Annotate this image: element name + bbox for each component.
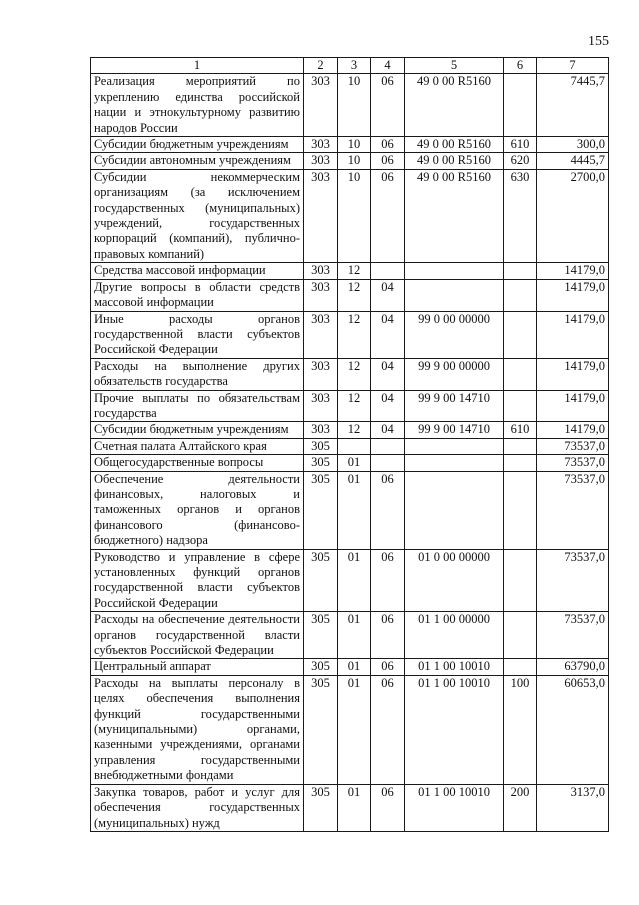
admin-code-cell: 305 — [304, 784, 338, 831]
amount-cell: 73537,0 — [537, 471, 609, 549]
amount-cell: 60653,0 — [537, 675, 609, 784]
expense-name-cell: Реализация мероприятий по укреплению единства российской нации и этнокультурному развитию народов России — [91, 74, 304, 137]
section-code-cell: 12 — [338, 422, 371, 438]
column-header: 1 — [91, 58, 304, 74]
section-code-cell: 01 — [338, 784, 371, 831]
admin-code-cell: 305 — [304, 549, 338, 612]
section-code-cell: 10 — [338, 169, 371, 262]
expense-name-cell: Расходы на обеспечение деятельности органов государственной власти субъектов Российской Федерации — [91, 612, 304, 659]
table-row — [91, 675, 609, 784]
page-number: 155 — [588, 34, 609, 49]
subsection-code-cell: 04 — [371, 311, 405, 358]
expense-name-cell: Субсидии бюджетным учреждениям — [91, 137, 304, 153]
section-code-cell: 10 — [338, 74, 371, 137]
amount-cell: 14179,0 — [537, 279, 609, 311]
admin-code-cell: 305 — [304, 438, 338, 454]
section-code-cell: 01 — [338, 455, 371, 471]
subsection-code-cell: 06 — [371, 549, 405, 612]
admin-code-cell: 303 — [304, 422, 338, 438]
target-article-code-cell: 99 0 00 00000 — [405, 311, 504, 358]
target-article-code-cell: 01 1 00 10010 — [405, 659, 504, 675]
admin-code-cell: 303 — [304, 137, 338, 153]
expense-name-cell: Средства массовой информации — [91, 263, 304, 279]
target-article-code-cell: 49 0 00 R5160 — [405, 153, 504, 169]
table-row — [91, 438, 609, 454]
admin-code-cell: 305 — [304, 455, 338, 471]
amount-cell: 3137,0 — [537, 784, 609, 831]
section-code-cell: 12 — [338, 279, 371, 311]
target-article-code-cell — [405, 471, 504, 549]
subsection-code-cell: 06 — [371, 659, 405, 675]
subsection-code-cell — [371, 455, 405, 471]
target-article-code-cell: 49 0 00 R5160 — [405, 169, 504, 262]
admin-code-cell: 303 — [304, 390, 338, 422]
amount-cell: 73537,0 — [537, 438, 609, 454]
amount-cell: 73537,0 — [537, 549, 609, 612]
table-body — [91, 74, 609, 832]
section-code-cell: 01 — [338, 612, 371, 659]
subsection-code-cell: 04 — [371, 358, 405, 390]
expense-type-code-cell: 620 — [504, 153, 537, 169]
section-code-cell: 10 — [338, 153, 371, 169]
admin-code-cell: 303 — [304, 153, 338, 169]
column-header: 6 — [504, 58, 537, 74]
expense-type-code-cell — [504, 279, 537, 311]
target-article-code-cell: 99 9 00 14710 — [405, 422, 504, 438]
admin-code-cell: 303 — [304, 279, 338, 311]
column-header: 4 — [371, 58, 405, 74]
expense-name-cell: Закупка товаров, работ и услуг для обеспечения государственных (муниципальных) нужд — [91, 784, 304, 831]
section-code-cell: 01 — [338, 659, 371, 675]
amount-cell: 73537,0 — [537, 612, 609, 659]
amount-cell: 63790,0 — [537, 659, 609, 675]
subsection-code-cell: 06 — [371, 153, 405, 169]
expense-name-cell: Общегосударственные вопросы — [91, 455, 304, 471]
admin-code-cell: 305 — [304, 471, 338, 549]
section-code-cell: 10 — [338, 137, 371, 153]
expense-type-code-cell — [504, 549, 537, 612]
expense-type-code-cell: 610 — [504, 422, 537, 438]
expense-name-cell: Иные расходы органов государственной власти субъектов Российской Федерации — [91, 311, 304, 358]
section-code-cell: 12 — [338, 311, 371, 358]
amount-cell: 2700,0 — [537, 169, 609, 262]
expense-type-code-cell: 610 — [504, 137, 537, 153]
amount-cell: 73537,0 — [537, 455, 609, 471]
target-article-code-cell: 01 1 00 00000 — [405, 612, 504, 659]
table-row — [91, 74, 609, 137]
subsection-code-cell — [371, 263, 405, 279]
expense-type-code-cell: 630 — [504, 169, 537, 262]
target-article-code-cell — [405, 263, 504, 279]
expense-type-code-cell: 100 — [504, 675, 537, 784]
target-article-code-cell: 01 0 00 00000 — [405, 549, 504, 612]
subsection-code-cell: 04 — [371, 279, 405, 311]
admin-code-cell: 303 — [304, 74, 338, 137]
section-code-cell: 01 — [338, 675, 371, 784]
header-row — [91, 58, 609, 74]
admin-code-cell: 305 — [304, 612, 338, 659]
table-row — [91, 153, 609, 169]
expense-type-code-cell — [504, 438, 537, 454]
subsection-code-cell: 06 — [371, 675, 405, 784]
amount-cell: 4445,7 — [537, 153, 609, 169]
column-header: 2 — [304, 58, 338, 74]
expense-name-cell: Руководство и управление в сфере установленных функций органов государственной власти субъектов Российской Федерации — [91, 549, 304, 612]
target-article-code-cell: 99 9 00 14710 — [405, 390, 504, 422]
target-article-code-cell: 49 0 00 R5160 — [405, 137, 504, 153]
target-article-code-cell — [405, 279, 504, 311]
target-article-code-cell — [405, 455, 504, 471]
expense-type-code-cell: 200 — [504, 784, 537, 831]
subsection-code-cell: 06 — [371, 137, 405, 153]
target-article-code-cell: 99 9 00 00000 — [405, 358, 504, 390]
table-row — [91, 263, 609, 279]
expense-type-code-cell — [504, 311, 537, 358]
table-row — [91, 784, 609, 831]
section-code-cell: 12 — [338, 390, 371, 422]
admin-code-cell: 303 — [304, 263, 338, 279]
admin-code-cell: 303 — [304, 169, 338, 262]
target-article-code-cell: 49 0 00 R5160 — [405, 74, 504, 137]
subsection-code-cell: 06 — [371, 169, 405, 262]
table-row — [91, 279, 609, 311]
expense-name-cell: Прочие выплаты по обязательствам государства — [91, 390, 304, 422]
subsection-code-cell: 04 — [371, 422, 405, 438]
expense-name-cell: Центральный аппарат — [91, 659, 304, 675]
subsection-code-cell: 06 — [371, 784, 405, 831]
expense-name-cell: Субсидии некоммерческим организациям (за исключением государственных (муниципальных) учреждений, государственных корпораций (компаний), публично-правовых компаний) — [91, 169, 304, 262]
amount-cell: 14179,0 — [537, 311, 609, 358]
expense-name-cell: Расходы на выплаты персоналу в целях обеспечения выполнения функций государственными (муниципальными) органами, казенными учреждениями, органами управления государственными внебюджетными фондами — [91, 675, 304, 784]
expense-name-cell: Субсидии бюджетным учреждениям — [91, 422, 304, 438]
table-row — [91, 422, 609, 438]
table-row — [91, 455, 609, 471]
admin-code-cell: 305 — [304, 675, 338, 784]
admin-code-cell: 305 — [304, 659, 338, 675]
subsection-code-cell — [371, 438, 405, 454]
admin-code-cell: 303 — [304, 358, 338, 390]
amount-cell: 7445,7 — [537, 74, 609, 137]
expense-type-code-cell — [504, 612, 537, 659]
expense-name-cell: Обеспечение деятельности финансовых, налоговых и таможенных органов и органов финансового (финансово-бюджетного) надзора — [91, 471, 304, 549]
expense-name-cell: Другие вопросы в области средств массовой информации — [91, 279, 304, 311]
section-code-cell: 01 — [338, 471, 371, 549]
expense-name-cell: Расходы на выполнение других обязательств государства — [91, 358, 304, 390]
column-header: 7 — [537, 58, 609, 74]
table-row — [91, 358, 609, 390]
target-article-code-cell: 01 1 00 10010 — [405, 675, 504, 784]
column-header: 3 — [338, 58, 371, 74]
table-row — [91, 137, 609, 153]
amount-cell: 14179,0 — [537, 422, 609, 438]
section-code-cell: 12 — [338, 263, 371, 279]
section-code-cell: 01 — [338, 549, 371, 612]
admin-code-cell: 303 — [304, 311, 338, 358]
target-article-code-cell: 01 1 00 10010 — [405, 784, 504, 831]
expense-type-code-cell — [504, 455, 537, 471]
section-code-cell: 12 — [338, 358, 371, 390]
target-article-code-cell — [405, 438, 504, 454]
table-row — [91, 549, 609, 612]
subsection-code-cell: 04 — [371, 390, 405, 422]
subsection-code-cell: 06 — [371, 471, 405, 549]
table-row — [91, 390, 609, 422]
table-row — [91, 612, 609, 659]
amount-cell: 14179,0 — [537, 263, 609, 279]
table-row — [91, 471, 609, 549]
table-row — [91, 169, 609, 262]
section-code-cell — [338, 438, 371, 454]
expense-type-code-cell — [504, 263, 537, 279]
table-row — [91, 659, 609, 675]
expense-name-cell: Субсидии автономным учреждениям — [91, 153, 304, 169]
expense-type-code-cell — [504, 471, 537, 549]
expense-type-code-cell — [504, 358, 537, 390]
expense-type-code-cell — [504, 390, 537, 422]
subsection-code-cell: 06 — [371, 74, 405, 137]
table-row — [91, 311, 609, 358]
budget-table — [90, 57, 609, 832]
expense-name-cell: Счетная палата Алтайского края — [91, 438, 304, 454]
expense-type-code-cell — [504, 659, 537, 675]
column-header: 5 — [405, 58, 504, 74]
subsection-code-cell: 06 — [371, 612, 405, 659]
expense-type-code-cell — [504, 74, 537, 137]
amount-cell: 14179,0 — [537, 390, 609, 422]
amount-cell: 300,0 — [537, 137, 609, 153]
amount-cell: 14179,0 — [537, 358, 609, 390]
